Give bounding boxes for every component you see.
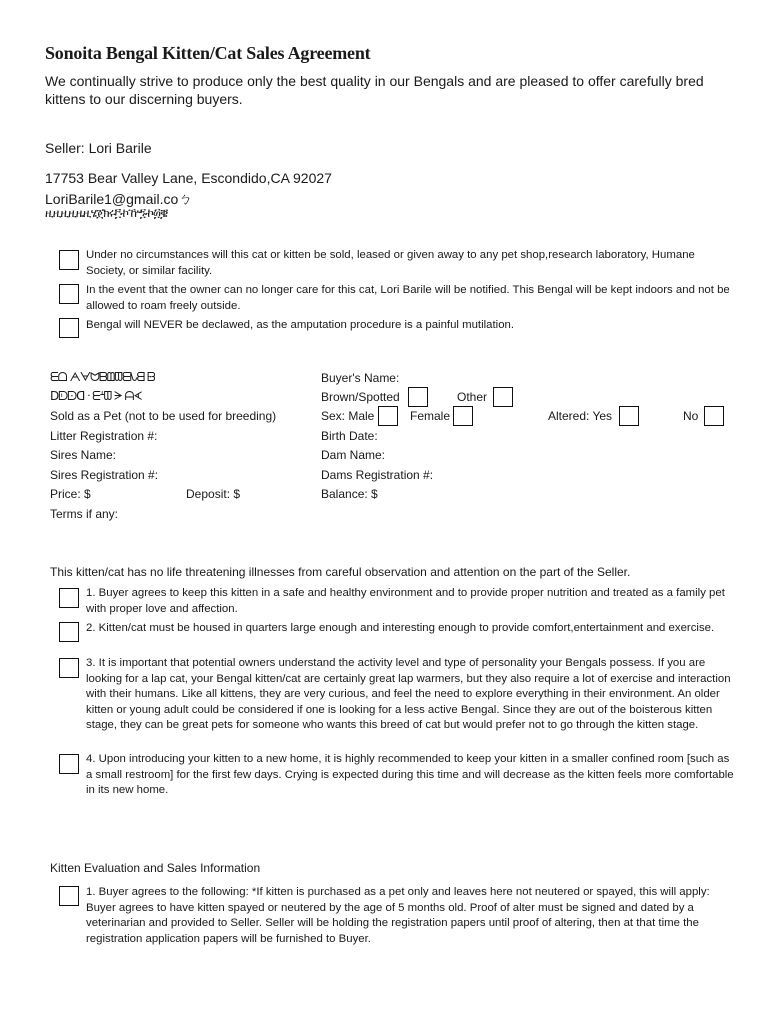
buyer-term-text-4: 4. Upon introducing your kitten to a new home, it is highly recommended to keep your kitten in a smaller confined room [such as a small restroom] for the first few days. Crying is expected during this time and will decrease as the kitten feels more comfortable in its new home. [86, 753, 734, 797]
seller-address: 17753 Bear Valley Lane, Escondido,CA 92027 [45, 170, 332, 186]
buyer-term-checkbox-1[interactable] [59, 588, 79, 608]
other-label: Other [457, 390, 488, 404]
male-checkbox[interactable] [378, 406, 398, 426]
condition-checkbox-3[interactable] [59, 318, 79, 338]
female-checkbox[interactable] [453, 406, 473, 426]
evaluation-heading: Kitten Evaluation and Sales Information [50, 861, 261, 875]
brown-spotted-checkbox[interactable] [408, 387, 428, 407]
terms-label: Terms if any: [50, 507, 119, 521]
balance-label: Balance: $ [321, 487, 378, 501]
sires-registration-label: Sires Registration #: [50, 468, 159, 482]
seller-name: Seller: Lori Barile [45, 140, 152, 156]
condition-checkbox-2[interactable] [59, 284, 79, 304]
intro-paragraph: We continually strive to produce only the best quality in our Bengals and are pleased to offer carefully bred kittens to our discerning buyers. [45, 73, 704, 107]
document-title: Sonoita Bengal Kitten/Cat Sales Agreement [45, 43, 371, 63]
seller-email-glyph: ㄅ [178, 191, 193, 207]
evaluation-text-1: 1. Buyer agrees to the following: *If kitten is purchased as a pet only and leaves here not neutered or spayed, this will apply: Buyer agrees to have kitten spayed or neutered by the age of 5 months old. Proof of alter must be signed and dated by a veterinarian and provided to Seller. Seller will be holding the registration papers until proof of altering, then at that time the registration application papers will be furnished to Buyer. [86, 886, 710, 945]
sold-as-pet-label: Sold as a Pet (not to be used for breeding) [50, 409, 277, 423]
seller-email: LoriBarile1@gmail.co [45, 191, 179, 207]
buyer-term-text-3: 3. It is important that potential owners understand the activity level and type of personality your Bengals possess. If you are looking for a lap cat, your Bengal kitten/cat are certainly great lap warmers, but they also require a lot of exercise and interaction with their humans. Like all kittens, they are very curious, and feel the need to explore everything in their environment. An older kitten or young adult could be considered if one is looking for a less active Bengal. Since they are out of the boisterous kitten stage, they can be great pets for someone who wants this breed of cat but would prefer not to go through the kitten stage. [86, 657, 731, 732]
buyer-term-checkbox-4[interactable] [59, 754, 79, 774]
details-garbled-line-1: ᗴᗝ ᗅᗄᗢᗷᗶᗵᗴᗃᗺ ᗹ [50, 370, 155, 384]
dam-name-label: Dam Name: [321, 448, 386, 462]
buyer-term-text-2: 2. Kitten/cat must be housed in quarters large enough and interesting enough to provide comfort,entertainment and exercise. [86, 622, 715, 634]
altered-yes-checkbox[interactable] [619, 406, 639, 426]
buyer-term-text-1: 1. Buyer agrees to keep this kitten in a safe and healthy environment and to provide proper nutrition and treated as a family pet with proper love and affection. [86, 587, 725, 615]
condition-text-2: In the event that the owner can no longer care for this cat, Lori Barile will be notified. This Bengal will be kept indoors and not be allowed to roam freely outside. [86, 284, 730, 312]
evaluation-checkbox-1[interactable] [59, 886, 79, 906]
dams-registration-label: Dams Registration #: [321, 468, 434, 482]
condition-checkbox-1[interactable] [59, 250, 79, 270]
female-label: Female [410, 409, 451, 423]
health-statement: This kitten/cat has no life threatening illnesses from careful observation and attention on the part of the Seller. [50, 565, 631, 579]
sires-name-label: Sires Name: [50, 448, 117, 462]
deposit-label: Deposit: $ [186, 487, 241, 501]
condition-text-3: Bengal will NEVER be declawed, as the amputation procedure is a painful mutilation. [86, 319, 515, 331]
birth-date-label: Birth Date: [321, 429, 378, 443]
other-checkbox[interactable] [493, 387, 513, 407]
details-garbled-line-2: ᗞᗟᗠᗡ ᐧ ᗴᗮᗵ ᗒ ᗩᗉ [50, 389, 142, 403]
brown-spotted-label: Brown/Spotted [321, 390, 400, 404]
altered-yes-label: Altered: Yes [548, 409, 613, 423]
buyer-term-checkbox-3[interactable] [59, 658, 79, 678]
condition-text-1: Under no circumstances will this cat or kitten be sold, leased or given away to any pet shop,research laboratory, Humane Society, or similar facility. [86, 249, 695, 277]
litter-registration-label: Litter Registration #: [50, 429, 158, 443]
altered-no-checkbox[interactable] [704, 406, 724, 426]
buyer-term-checkbox-2[interactable] [59, 622, 79, 642]
seller-garbled-line: ዚዚዚዚዜዚሄጀክሩ፫ኯዅ፺ኯ፴ቜ [45, 206, 168, 220]
altered-no-label: No [683, 409, 699, 423]
buyers-name-label: Buyer's Name: [321, 371, 400, 385]
sex-male-label: Sex: Male [321, 409, 375, 423]
price-label: Price: $ [50, 487, 91, 501]
